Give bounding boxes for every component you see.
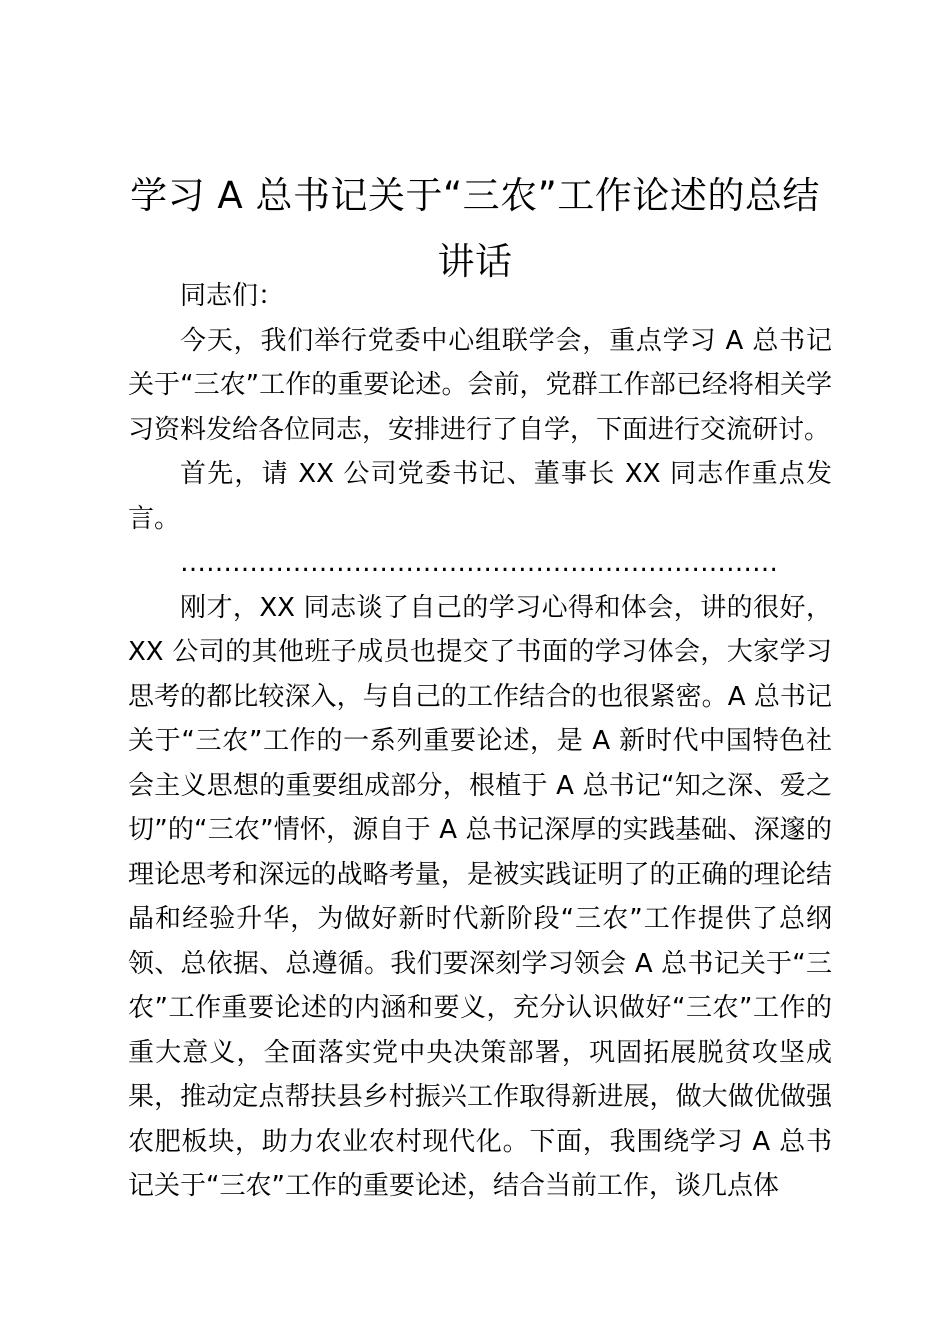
ellipsis-line: …………………………………………………………… <box>180 548 778 578</box>
document-body <box>128 274 832 1209</box>
salutation: 同志们： <box>180 281 285 311</box>
paragraph-intro: 今天，我们举行党委中心组联学会，重点学习 A 总书记关于“三农”工作的重要论述。会前，党群工作部已经将相关学习资料发给各位同志，安排进行了自学，下面进行交流研讨。 <box>128 325 832 445</box>
paragraph-first-speaker: 首先，请 XX 公司党委书记、董事长 XX 同志作重点发言。 <box>128 459 832 534</box>
title-line-1: 学习 A 总书记关于“三农”工作论述的总结 <box>130 174 820 217</box>
title-line-2: 讲话 <box>437 240 513 283</box>
paragraph-summary: 刚才，XX 同志谈了自己的学习心得和体会，讲的很好，XX 公司的其他班子成员也提交了书面的学习体会，大家学习思考的都比较深入，与自己的工作结合的也很紧密。A 总书记关于“三农”工作的一系列重要论述，是 A 新时代中国特色社会主义思想的重要组成部分，根植于 A 总书记“知之深、爱之切”的“三农”情怀，源自于 A 总书记深厚的实践基础、深邃的理论思考和深远的战略考量，是被实践证明了的正确的理论结晶和经验升华，为做好新时代新阶段“三农”工作提供了总纲领、总依据、总遵循。我们要深刻学习领会 A 总书记关于“三农”工作重要论述的内涵和要义，充分认识做好“三农”工作的重大意义，全面落实党中央决策部署，巩固拓展脱贫攻坚成果，推动定点帮扶县乡村振兴工作取得新进展，做大做优做强农肥板块，助力农业农村现代化。下面，我围绕学习 A 总书记关于“三农”工作的重要论述，结合当前工作，谈几点体 <box>128 592 832 1201</box>
